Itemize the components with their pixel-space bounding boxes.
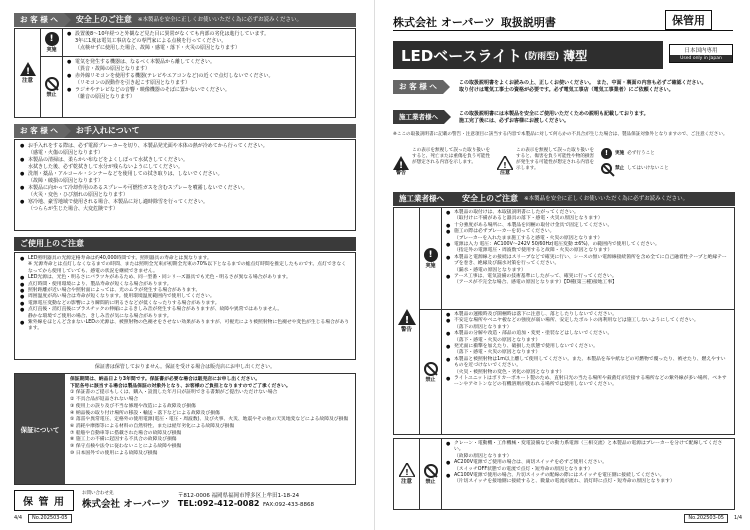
caution-box xyxy=(393,438,735,510)
back-page xyxy=(0,0,371,530)
list-item: ● 点灯時間・使用環境により、製品寿命が短くなる場合があります。 xyxy=(20,282,350,288)
company-tel: TEL:092-412-0082 xyxy=(177,498,260,508)
customer-bar xyxy=(393,80,453,94)
page-footer xyxy=(14,514,72,523)
list-item: ● お手入れをする際は、必ず電源ブレーカーを切り、本製品発光面や本体の熱が冷めてから行ってください。 （感電・火傷の原因となります） xyxy=(20,143,350,157)
list-item: ● 洗剤・薬品・アルコール・シンナーなどを使用しての拭き取りは、しないでください。 （故障・破損の原因となります） xyxy=(20,171,350,185)
warranty-line: ③ 使用上の誤り及び不当な修理や改造による故障及び損傷 xyxy=(70,403,196,409)
mandatory-icon: ! xyxy=(45,32,59,46)
safety-bar-title: 安全上のご注意 xyxy=(462,194,518,203)
list-item-sub: 3年に1度は電気工事店などの専門家による点検を行ってください。 xyxy=(75,38,227,44)
warning-triangle-icon xyxy=(393,156,409,170)
keep-badge: 保管用 xyxy=(665,10,712,30)
caution-side xyxy=(15,29,41,117)
list-item: ● 本製品と被照射物は1m以上離して使用してください。また、本製品を布や紙などの可燃物で覆ったり、被せたり、燃えやすいものを近づけないでください。 （火災・被照射物の変色・劣化の原因となります） xyxy=(446,357,730,376)
doc-number: No.202503-05 xyxy=(28,514,72,523)
list-item: ● 紫外線をほとんど含まないLEDの光源は、被照射物の色褪せをさせない効果がありますが、可視光により被照射物に色褪せや変色が生じる場合があります。 xyxy=(20,320,350,333)
list-item: ● 本製品の取付けは、本取扱説明書にしたがってください。 （取付けに不備があると器具の落下・感電・火災の原因となります） xyxy=(446,210,730,223)
legend-caution: ! 注意 この表示を無視して誤った取り扱いをすると、傷害を負う可能性や物的損害が発生する可能性が想定される内容を示します。 xyxy=(497,148,597,184)
page-number: 1/4 xyxy=(733,515,742,521)
list-item: ● クレーン・電動機・工作機械・変電設備などの動力系電源（三相交流）と本製品の電源はブレーカーを分けて配線してください。 （故障の原因となります） xyxy=(446,441,730,460)
caution-dont-list xyxy=(63,57,355,117)
list-item: ● LED照明器具の光源定格寿命は約40,000時間です。照明器具の寿命とは異なります。 ※ 光源寿命とは点灯しなくなるまでの時間、または照明全光束が初期全光束の70%以下となるまでの総点灯時間を推定したものです。点灯できなくなってから使用していても、感電の状況を継続できません。 xyxy=(20,256,350,275)
company-name: 株式会社 オーパーツ xyxy=(81,499,170,510)
company-fax: FAX:092-433-8868 xyxy=(262,501,314,508)
kinshi-label: 禁止 xyxy=(425,376,436,383)
caution-box xyxy=(14,28,356,118)
warranty-line: ② 不具合品が返品されない場合 xyxy=(70,397,139,403)
list-item: ● 寒冷地、豪雪地域で使用される場合、本製品に対し適時除雪を行ってください。 （つららが生じた場合、大変危険です） xyxy=(20,199,350,213)
warranty-line: ⑦ 船舶や自動車等に搭載された場合の故障及び損傷 xyxy=(70,430,182,436)
caution-triangle-icon xyxy=(399,463,415,477)
installer-text xyxy=(459,111,735,125)
safety-bar-label: 施工業者様へ xyxy=(393,192,450,206)
header-company: 株式会社 オーパーツ xyxy=(393,16,495,29)
domestic-badge xyxy=(669,44,733,63)
jishi-label: 実施 xyxy=(425,263,436,269)
caution-dont-list xyxy=(442,439,734,509)
header-doc-title: 取扱説明書 xyxy=(500,16,556,29)
usage-box xyxy=(14,252,356,360)
warranty-line: ① 保証書のご提示もしくは、購入・設置した年月日が証明できる書類がご提出いただけない場合 xyxy=(70,390,278,396)
caution-do-list xyxy=(63,29,355,56)
list-item: ● 照射距離が近い場合や照射面によっては、光のムラが発生する場合があります。 xyxy=(20,288,350,294)
warranty-line: ⑤ 落雷や異常電圧、定格外の使用電源(電圧・電圧・周波数)、及び火事、火災、地震やその他の天災地変などによる故障及び損傷 xyxy=(70,417,349,423)
list-item: ● アース工事は、電気設備の技術基準にしたがって、確実に行ってください。 （アースが不完全な場合、感電の原因となります）【D種(第三種)接地工事】 xyxy=(446,274,730,287)
keep-badge: 保 管 用 xyxy=(14,490,74,511)
warranty-content xyxy=(65,374,355,484)
svg-text:!: ! xyxy=(25,67,30,76)
installer-line: 施工完了後には、必ずお客様にお渡しください。 xyxy=(459,118,570,124)
mandatory-icon: ! xyxy=(601,148,612,159)
legend-symbols: ! 実施 必ず行うこと 禁止 してはいけないこと xyxy=(601,148,735,184)
legend-text: この表示を無視して誤った取り扱いをすると、傷害を負う可能性や物的損害が発生する可能性が想定される内容を示します。 xyxy=(516,148,595,171)
svg-text:!: ! xyxy=(398,161,404,170)
kinshi-label: 禁止 xyxy=(425,478,436,485)
page-fold xyxy=(374,0,375,530)
product-banner xyxy=(393,41,663,69)
list-item: ● AC200V電源でご使用の場合は、両切スイッチを必ずご使用ください。 （スイッチOFF状態での電流で点灯・短寿命の原因となります） xyxy=(446,460,730,473)
list-item: ● 本製品に向かって冷却作用のあるスプレーや可燃性ガスを含むスプレーを噴霧しないでください。 （火災・変色・ひび割れの原因となります） xyxy=(20,185,350,199)
list-item: ● ラジオやテレビなどの音響・映像機器のそばに置かないでください。 （雑音の原因となります） xyxy=(67,87,351,101)
customer-line: この取扱説明書をよくお読みの上、正しくお使いください。 また、中面・裏面の内容も必ずご確認ください。 xyxy=(459,80,707,86)
care-bar xyxy=(14,124,356,138)
list-item: ● ライトユニットはポリカーボネート製のため、直射日光の当たる場所や殺菌灯が近接する場所などの紫外線が多い場所、ベキサーンやアセトンなどの有機溶剤が使われる場所では使用しないでください。 xyxy=(446,376,730,389)
header-rule xyxy=(393,30,733,31)
warning-dont-list xyxy=(442,310,734,434)
caution-triangle-icon xyxy=(497,156,513,170)
caution-bar xyxy=(14,13,356,27)
list-item: ● AC100V電源で使用の場合、片切スイッチの配線の際にはスイッチを電圧側に接続してください。 （片切スイッチを接地側に接続すると、微量の電流が流れ、消灯時に点灯・短寿命の原因となります） xyxy=(446,473,730,486)
warning-side-label: 警告 xyxy=(400,327,412,333)
list-item: ● 電源は入力 電圧：AC100V〜242V 50/60Hz(電圧変動 ±6%)、の範囲内で使用してください。 （指定外の電源電圧・周波数で使用すると故障・火災の原因となります） xyxy=(446,242,730,255)
company-address: 〒812-0006 福岡県福岡市博多区上牟田1-18-24 xyxy=(177,492,300,499)
list-item: ● 本製品の運搬時及び開梱時は落下に注意し、落としたりしないでください。 xyxy=(446,312,730,318)
care-list xyxy=(20,143,350,213)
product-name: LEDベースライト xyxy=(401,46,523,65)
list-item: ● 赤外線リモコンを使用する機器(テレビやエアコンなど)の近くで点灯しないでください。 （リモコンの誤動作を引き起こす原因となります） xyxy=(67,73,351,87)
svg-text:!: ! xyxy=(503,161,507,170)
list-item-sub: （点検せずに使用した場合、故障・感電・落下・火災の原因となります） xyxy=(75,45,241,51)
product-sub: (防雨型) xyxy=(524,51,560,62)
list-item: 設置後8〜10年経つと外観など見た目に異常がなくても内部の劣化は進行しています。 xyxy=(75,31,270,37)
prohibited-icon xyxy=(45,77,59,91)
warning-triangle-icon xyxy=(20,62,36,76)
domestic-jp: 日本国内専用 xyxy=(684,48,718,54)
list-item: ● 電源電圧変動などの影響により瞬間的に明るさなどが低くなったりする場合があります。 xyxy=(20,301,350,307)
kinshi-cell xyxy=(420,439,442,509)
footer xyxy=(14,488,356,512)
legend-text: この表示を無視して誤った取り扱いをすると、死亡または重傷を負う可能性が想定される内容を示します。 xyxy=(412,148,491,165)
legend xyxy=(393,148,735,184)
warning-side xyxy=(394,208,420,434)
legend-note: ※ここの取扱説明書に記載の警告・注意項目に該当する内容で本製品に対して何らかの不具合が生じた場合は、製品保証対象外となりますので、ご注意ください。 xyxy=(393,132,728,137)
warranty-line: ⑧ 施工上の不備に起因する不具合の故障及び損傷 xyxy=(70,437,177,443)
installer-bar xyxy=(393,110,453,124)
care-bar-title: お手入れについて xyxy=(64,124,356,138)
warranty-box xyxy=(14,373,356,485)
warranty-line: ⑨ 保守点検や法令に従わないことによる故障や損傷 xyxy=(70,444,182,450)
list-item: ● 発光面に衝撃を加えたり、破損した状態で使用しないでください。 （落下・感電・火災の原因となります） xyxy=(446,344,730,357)
installer-line: この取扱説明書には本製品を安全にご使用いただくための説明も記載しております。 xyxy=(459,111,649,117)
warranty-line: ⑩ 日本国外での使用による故障及び損傷 xyxy=(70,450,158,456)
kinshi-cell xyxy=(420,310,442,434)
header-title xyxy=(393,14,556,30)
list-item: ● 本製品の分解や改造・部品の追加・変更・塗装などはしないでください。 （落下・感電・火災の原因となります） xyxy=(446,331,730,344)
warranty-side: 保証について xyxy=(15,374,65,484)
list-item: ● 電気を発生する機器は、なるべく本製品から離してください。 （異音・故障の原因となります） xyxy=(67,59,351,73)
page-number: 4/4 xyxy=(14,515,23,521)
caution-bar-title: 安全上のご注意 xyxy=(75,15,132,24)
front-page xyxy=(379,0,750,530)
care-bar-label: お 客 様 へ xyxy=(14,124,64,138)
jishi-cell xyxy=(41,29,63,56)
mandatory-icon: ! xyxy=(424,248,438,262)
doc-number: No.202503-05 xyxy=(684,514,728,523)
usage-list xyxy=(20,256,350,333)
caution-bar-note: ※本製品を安全に正しくお使いいただく為に必ずお読みください。 xyxy=(137,17,302,23)
domestic-en: Used only in Japan xyxy=(670,55,732,62)
warranty-line: 保証期間は、納品日より3年間です。保証書が必要な場合は販売店にお申し出ください。 xyxy=(70,377,261,382)
list-item: ● LED光源は、光色・明るさにバラツキがあるため、同一型番・同シリーズ器具でも光色・明るさが異なる場合があります。 xyxy=(20,275,350,281)
jishi-cell xyxy=(420,208,442,309)
customer-line: 取り付けは電気工事士の資格が必要です。必ず電気工事店（電気工事業者）にご依頼ください。 xyxy=(459,87,674,93)
list-item: ● 不安定な場所やベニヤ板などの強度が弱い場所、安定したボルトの再利用などは施工しないようにしてください。 （落下の原因となります） xyxy=(446,318,730,331)
list-item: ● 点灯直後・消灯直後にプラスチックの伸縮によるきしみ音が発生する場合がありますが、故障や異常ではありません。 静かな環境でご使用の場合、きしみ音が気になる場合があります。 xyxy=(20,307,350,320)
usage-bar xyxy=(14,237,356,251)
safety-bar-note: ※本製品を安全に正しくお使いいただく為に必ずお読みください。 xyxy=(524,196,689,202)
svg-text:!: ! xyxy=(404,315,409,325)
jishi-label: 実施 xyxy=(46,47,57,53)
warranty-note: 保証書は保管しておりません。保証を受ける場合は販売店にお申し出ください。 xyxy=(94,364,276,370)
prohibited-icon xyxy=(601,163,612,174)
warning-do-list xyxy=(442,208,734,309)
caution-side-label: 注意 xyxy=(400,479,412,485)
prohibited-icon xyxy=(424,464,438,478)
list-item: ● 施工の際は必ずブレーカーを切ってください。 （ブレーカーを入れたまま施工すると感電・火災の原因となります） xyxy=(446,229,730,242)
customer-text xyxy=(459,80,735,94)
customer-label: お 客 様 へ xyxy=(393,80,443,94)
warning-triangle-icon xyxy=(398,309,416,325)
warning-box xyxy=(393,207,735,435)
svg-text:!: ! xyxy=(404,468,409,477)
installer-label: 施工業者様へ xyxy=(393,110,444,124)
warranty-line: ④ 納品後の取り付け場所の移設・輸送・落下などによる故障及び損傷 xyxy=(70,410,220,416)
page-footer xyxy=(684,514,742,523)
safety-bar xyxy=(393,192,735,206)
kinshi-cell xyxy=(41,57,63,117)
list-item: ● 本製品と電源線との接続はスリーブなどで確実に行い、シースの無い電源線接続箇所を含め全てに自己融着性テープと絶縁テープを巻き、絶縁及び漏水対策を行ってください。 （漏水・感電の原因となります） xyxy=(446,255,730,274)
caution-side xyxy=(394,439,420,509)
kinshi-label: 禁止 xyxy=(46,91,57,98)
list-item: ● 本製品の清掃は、柔らかい布などをよくしぼって水拭きしてください。 水拭きした後、必ず乾拭きして水分が残らないようにしてください。 xyxy=(20,157,350,171)
usage-bar-title: ご使用上のご注意 xyxy=(14,237,356,251)
warranty-line: ⑥ 消耗や摩擦等による材料の自然特性、または経年劣化による故障及び損傷 xyxy=(70,423,235,429)
legend-warning: ! 警告 この表示を無視して誤った取り扱いをすると、死亡または重傷を負う可能性が想定される内容を示します。 xyxy=(393,148,493,184)
caution-bar-label: お 客 様 へ xyxy=(14,13,64,27)
list-item: ● 周囲温度が高い場合は寿命が短くなります。使用環境温度範囲内で使用してください。 xyxy=(20,294,350,300)
product-type: 薄型 xyxy=(563,48,588,63)
warranty-line: 下記各号に該当する場合は製品保証の対象外となり、お客様のご負担となりますのでご了承ください。 xyxy=(70,383,291,389)
prohibited-icon xyxy=(424,362,438,376)
care-box xyxy=(14,139,356,231)
contact-label: お問い合わせ先 xyxy=(81,491,114,496)
list-item: ● 十分強度がある場所に、本製品を同梱の取付け金具で固定してください。 xyxy=(446,223,730,229)
caution-side-label: 注意 xyxy=(21,78,33,84)
